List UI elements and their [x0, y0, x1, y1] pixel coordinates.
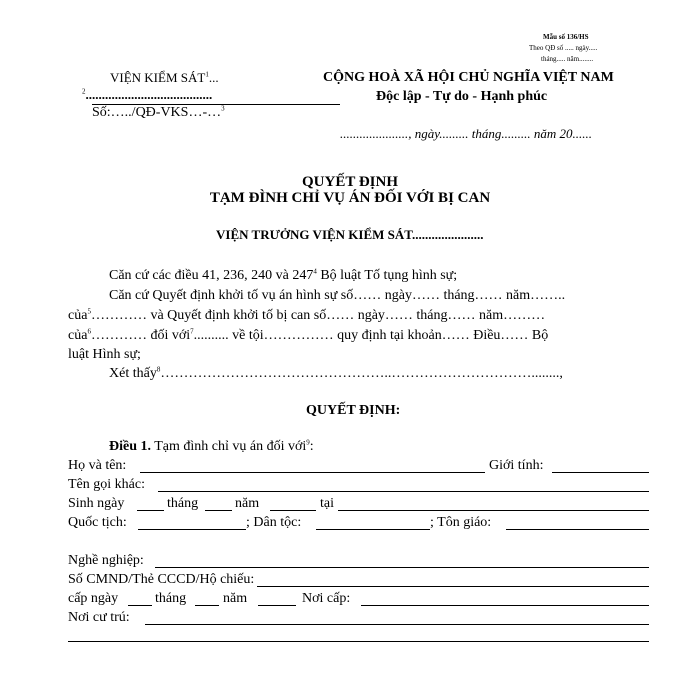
issued-month-label: tháng: [155, 591, 187, 606]
birth-year-field[interactable]: [270, 510, 316, 511]
birth-month-field[interactable]: [205, 510, 232, 511]
birth-month-label: tháng: [167, 496, 199, 511]
occupation-label: Nghề nghiệp:: [68, 553, 144, 568]
id-number-label: Số CMND/Thẻ CCCD/Hộ chiếu:: [68, 572, 255, 587]
gender-label: Giới tính:: [489, 458, 544, 473]
religion-field[interactable]: [506, 529, 649, 530]
birth-day-field[interactable]: [137, 510, 164, 511]
decision-heading: QUYẾT ĐỊNH:: [306, 403, 401, 418]
article-1: Điều 1. Tạm đình chỉ vụ án đối với$^9$:: [109, 438, 314, 454]
nationality-field[interactable]: [138, 529, 246, 530]
motto: Độc lập - Tự do - Hạnh phúc: [376, 89, 548, 104]
legal-basis-1: Căn cứ các điều 41, 236, 240 và $247^4$ Bộ luật Tố tụng hình sự;: [109, 267, 458, 283]
issued-year-label: năm: [223, 591, 248, 606]
issued-place-label: Nơi cấp:: [302, 591, 351, 606]
country-name: CỘNG HOÀ XÃ HỘI CHỦ NGHĨA VIỆT NAM: [323, 70, 614, 85]
legal-basis-4: của$^6$………… đối với$^7$.......... về tội…………… quy định tại khoản…… Điều…… Bộ: [68, 327, 549, 343]
residence-field[interactable]: [145, 624, 649, 625]
birth-place-field[interactable]: [338, 510, 649, 511]
id-number-field[interactable]: [257, 586, 649, 587]
form-code-line1: Mẫu số 136/HS: [543, 33, 589, 41]
issued-place-field[interactable]: [361, 605, 649, 606]
issued-year-field[interactable]: [258, 605, 296, 606]
residence-field-continued[interactable]: [68, 641, 649, 642]
title-subject: TẠM ĐÌNH CHỈ VỤ ÁN ĐỐI VỚI BỊ CAN: [209, 190, 491, 206]
gender-field[interactable]: [552, 472, 649, 473]
consideration: Xét thấy$^8$…………………………………………..…………………………........,: [109, 365, 563, 381]
nationality-label: Quốc tịch:: [68, 515, 127, 530]
occupation-field[interactable]: [155, 567, 649, 568]
full-name-field[interactable]: [140, 472, 485, 473]
date-line: ....................., ngày......... tháng......... năm 20......: [340, 126, 593, 141]
document-number: Số:…../QĐ-VKS…-…$^3$: [92, 104, 225, 120]
birth-year-label: năm: [235, 496, 260, 511]
birth-place-label: tại: [320, 496, 334, 511]
legal-basis-2: Căn cứ Quyết định khởi tố vụ án hình sự số…… ngày…… tháng…… năm……..: [109, 288, 566, 303]
issued-day-label: cấp ngày: [68, 591, 119, 606]
issuer-line: VIỆN TRƯỞNG VIỆN KIỂM SÁT......................: [216, 227, 484, 242]
form-code-line2: Theo QĐ số ..... ngày.....: [529, 44, 598, 52]
issued-day-field[interactable]: [128, 605, 152, 606]
legal-basis-3: của$^5$………… và Quyết định khởi tố bị can số…… ngày…… tháng…… năm………: [68, 307, 546, 323]
birth-day-label: Sinh ngày: [68, 496, 125, 511]
ethnicity-field[interactable]: [316, 529, 430, 530]
religion-label: ; Tôn giáo:: [430, 515, 492, 530]
issued-month-field[interactable]: [195, 605, 219, 606]
title-decision: QUYẾT ĐỊNH: [302, 174, 398, 190]
other-name-label: Tên gọi khác:: [68, 477, 145, 492]
ethnicity-label: ; Dân tộc:: [246, 515, 302, 530]
residence-label: Nơi cư trú:: [68, 610, 130, 625]
form-code-line3: tháng..... năm........: [541, 55, 594, 63]
full-name-label: Họ và tên:: [68, 458, 127, 473]
agency-name: VIỆN KIỂM SÁT$^1$...: [110, 70, 219, 85]
other-name-field[interactable]: [158, 491, 649, 492]
legal-basis-5: luật Hình sự;: [68, 347, 141, 362]
sub-agency-line: $^2$.......................................: [82, 87, 213, 102]
